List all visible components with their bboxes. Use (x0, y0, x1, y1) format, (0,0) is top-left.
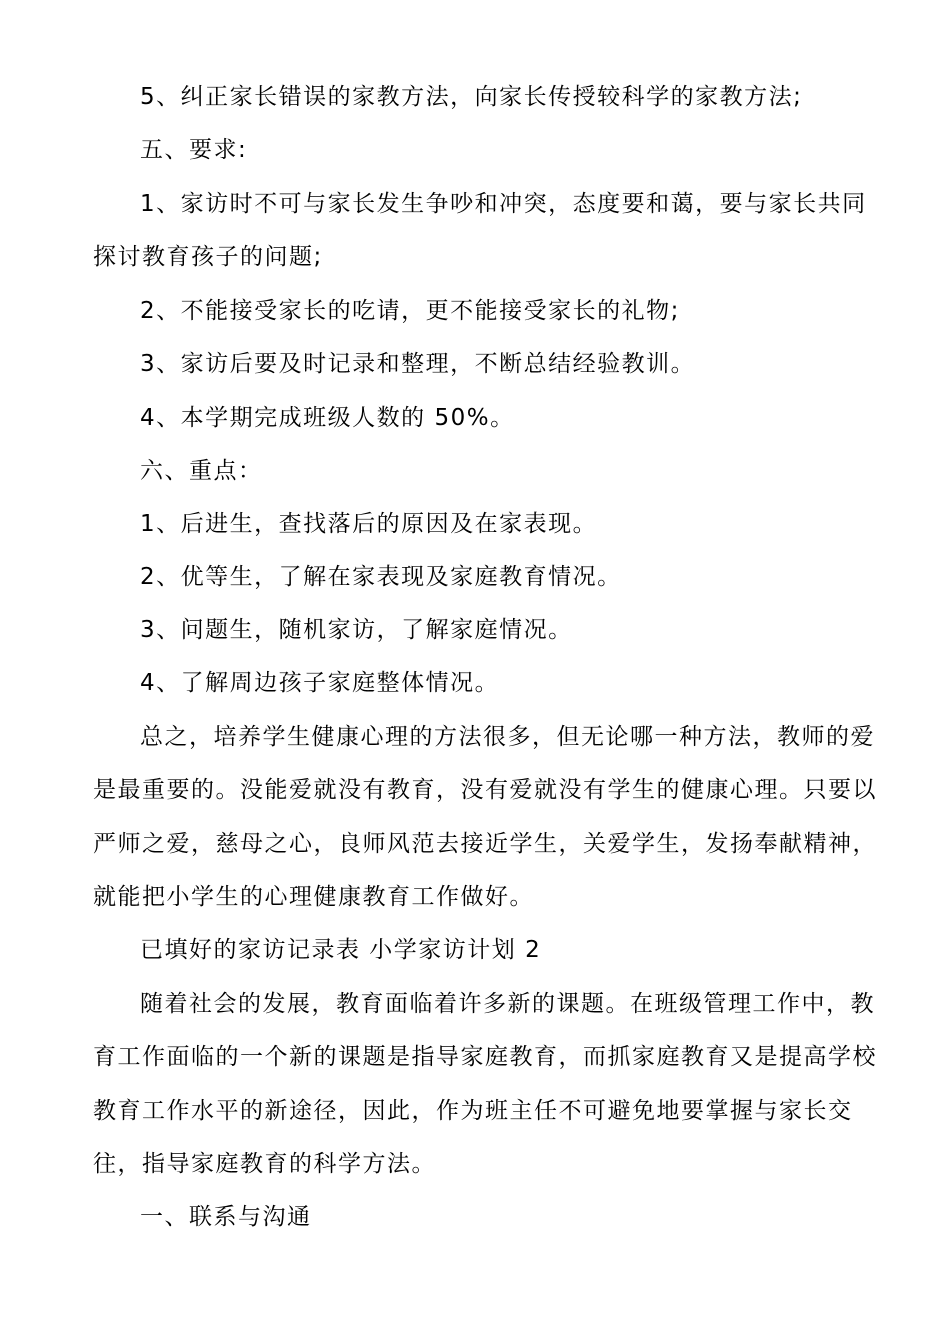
text-line: 5、纠正家长错误的家教方法，向家长传授较科学的家教方法; (140, 84, 803, 110)
text-line: 就能把小学生的心理健康教育工作做好。 (93, 884, 534, 910)
text-line: 往，指导家庭教育的科学方法。 (93, 1151, 436, 1177)
section-heading: 一、联系与沟通 (140, 1204, 312, 1230)
section-heading: 五、要求: (140, 137, 248, 163)
text-line: 4、了解周边孩子家庭整体情况。 (140, 670, 500, 696)
text-line: 3、问题生，随机家访，了解家庭情况。 (140, 617, 573, 643)
text-line: 1、后进生，查找落后的原因及在家表现。 (140, 511, 598, 537)
text-line: 3、家访后要及时记录和整理，不断总结经验教训。 (140, 351, 696, 377)
text-line: 是最重要的。没能爱就没有教育，没有爱就没有学生的健康心理。只要以 (93, 777, 877, 803)
text-line: 2、优等生，了解在家表现及家庭教育情况。 (140, 564, 622, 590)
text-line: 严师之爱，慈母之心，良师风范去接近学生，关爱学生，发扬奉献精神， (93, 831, 877, 857)
text-line: 总之，培养学生健康心理的方法很多，但无论哪一种方法，教师的爱 (140, 724, 875, 750)
text-line: 4、本学期完成班级人数的 50%。 (140, 405, 515, 431)
text-line: 探讨教育孩子的问题; (93, 244, 323, 270)
text-line: 2、不能接受家长的吃请，更不能接受家长的礼物; (140, 298, 680, 324)
section-heading: 六、重点： (140, 458, 263, 484)
text-line: 随着社会的发展，教育面临着许多新的课题。在班级管理工作中，教 (140, 991, 875, 1017)
text-line: 教育工作水平的新途径，因此，作为班主任不可避免地要掌握与家长交 (93, 1098, 853, 1124)
section-heading: 已填好的家访记录表 小学家访计划 2 (140, 937, 542, 963)
text-line: 育工作面临的一个新的课题是指导家庭教育，而抓家庭教育又是提高学校 (93, 1044, 877, 1070)
text-line: 1、家访时不可与家长发生争吵和冲突，态度要和蔼，要与家长共同 (140, 191, 867, 217)
